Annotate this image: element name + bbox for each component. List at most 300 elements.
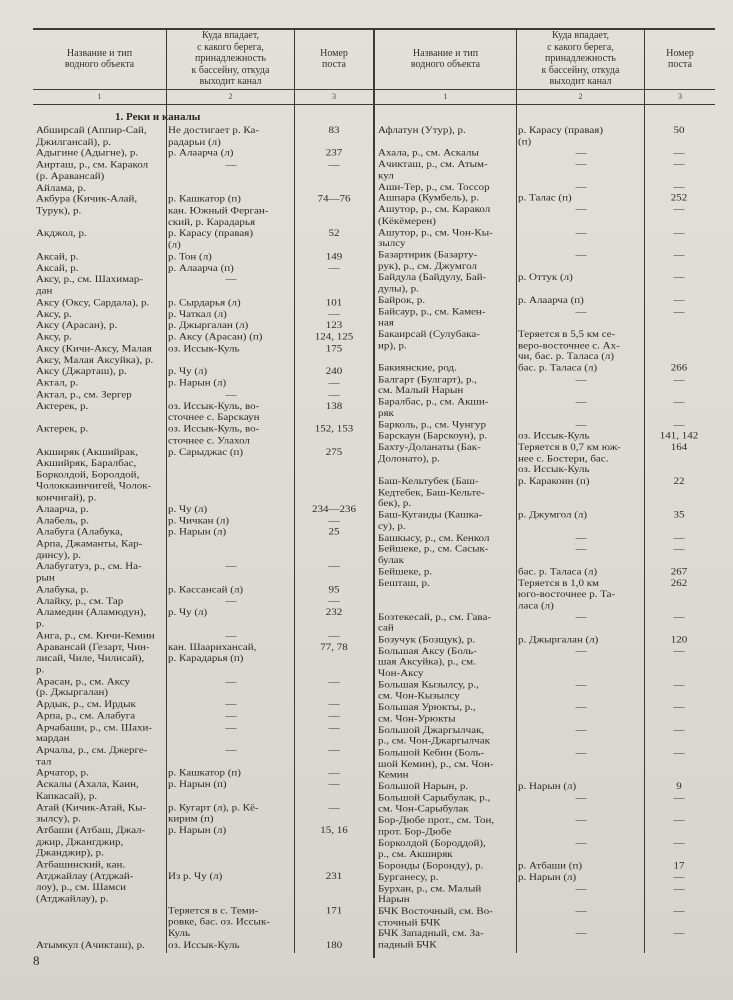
- table-row: [36, 263, 373, 274]
- table-row: [36, 642, 373, 676]
- post-number: 9: [676, 781, 682, 792]
- water-body-name: Байсаур, р., см. Камен- ная: [378, 306, 486, 329]
- post-number: —: [673, 396, 685, 408]
- mouth-description: р. Алаарча (п): [168, 262, 234, 274]
- table-row: [378, 578, 715, 612]
- post-number: —: [673, 419, 685, 431]
- water-body-name: Аскалы (Ахала, Каин, Капкасай), р.: [36, 779, 139, 802]
- water-body-name: Аши-Тер, р., см. Тоссор: [378, 181, 490, 193]
- water-body-name: Бейшеке, р.: [378, 566, 433, 578]
- table-row: [36, 194, 373, 228]
- water-body-name: Адыгине (Адыгне), р.: [36, 147, 139, 159]
- table-row: [378, 193, 715, 204]
- water-body-name: Арасан, р., см. Аксу (р. Джыргалан): [36, 675, 130, 699]
- table-row: [36, 905, 373, 939]
- mouth-description: —: [575, 532, 587, 544]
- water-body-name: Аксу (Кичи-Аксу, Малая Аксу, Малая Аксуйка), р.: [36, 343, 154, 366]
- table-row: [378, 612, 715, 634]
- water-body-name: Большой Нарын, р.: [378, 781, 469, 792]
- post-number: —: [673, 702, 685, 713]
- table-row: [36, 332, 373, 343]
- table-row: [378, 182, 715, 193]
- mouth-description: бас. р. Таласа (л): [518, 362, 598, 374]
- table-row: [378, 634, 715, 645]
- mouth-description: р. Нарын (л): [518, 781, 577, 792]
- water-body-name: Аксу, р.: [36, 331, 72, 343]
- header-post-right: Номер поста: [666, 47, 694, 70]
- water-body-name: Бахту-Долана​ты (Бак- Долонато), р.: [378, 442, 481, 465]
- water-body-name: Барколь, р., см. Чунгур: [378, 419, 486, 431]
- mouth-description: —: [225, 274, 237, 286]
- water-body-name: Байдула (Байдулу, Бай- дулы), р.: [378, 272, 487, 295]
- water-body-name: Баш-Кельтубек (Баш- Кедтебек, Баш-Кельте- бек), р.: [378, 475, 485, 510]
- col-number: 2: [228, 92, 233, 101]
- page-number: 8: [33, 953, 40, 968]
- post-number: 180: [325, 939, 343, 951]
- post-number: —: [328, 710, 340, 722]
- table-row: [36, 320, 373, 331]
- post-number: 35: [673, 509, 685, 521]
- water-body-name: Большой Джаргылчак, р., см. Чон-Джаргылчак: [378, 724, 490, 747]
- header-mouth-left: Куда впадает, с какого берега, принадлежность к бассейну, откуда выходит канал: [191, 30, 270, 88]
- table-row: [378, 397, 715, 419]
- header-post-left: Номер поста: [320, 47, 348, 70]
- table-row: [36, 447, 373, 504]
- table-row: [36, 745, 373, 768]
- table-row: [36, 401, 373, 424]
- mouth-description: —: [575, 249, 587, 261]
- table-row: [36, 768, 373, 779]
- water-body-name: Актал, р., см. Зергер: [36, 389, 132, 401]
- water-body-name: Алабуга (Алабука, Арпа, Джаманты, Кар- динсу), р.: [36, 526, 143, 561]
- water-body-name: Ашутор, р., см. Чон-Кы- зылсу: [378, 227, 493, 249]
- post-number: 101: [325, 297, 343, 308]
- mouth-description: р. Нарын (л): [518, 871, 577, 883]
- section-title: 1. Реки и каналы: [115, 111, 201, 123]
- water-body-name: Бурганесу, р.: [378, 871, 439, 883]
- table-row: [378, 725, 715, 747]
- mouth-description: оз. Иссык-Куль: [518, 430, 590, 442]
- mouth-description: р. Чу (л): [168, 503, 208, 515]
- mouth-description: р. Талас (п): [518, 193, 572, 204]
- mouth-description: оз. Иссык-Куль: [168, 939, 240, 951]
- water-body-name: Арчалы, р., см. Джерге- тал: [36, 744, 148, 767]
- table-row: [378, 159, 715, 181]
- post-number: 74—76: [317, 193, 351, 205]
- table-row: [378, 125, 715, 147]
- post-number: 17: [673, 860, 685, 872]
- table-row: [36, 722, 373, 745]
- table-row: [36, 309, 373, 320]
- table-row: [36, 802, 373, 825]
- mouth-description: —: [225, 595, 237, 607]
- mouth-description: —: [225, 721, 237, 733]
- table-row: [378, 793, 715, 815]
- mouth-description: р. Чичкан (л): [168, 515, 230, 527]
- post-number: —: [328, 389, 340, 401]
- col-number: 3: [332, 92, 336, 101]
- post-number: —: [328, 721, 340, 733]
- water-body-name: Акширяк (Акшийрак, Акшийряк, Баралбас, Борколдой, Боролдой, Чолоккаинчигей, Чолок- кончигай), р.: [36, 446, 152, 503]
- post-number: 252: [670, 193, 688, 204]
- water-body-name: Алайку, р., см. Тар: [36, 595, 124, 607]
- water-body-name: Баралбас, р., см. Акши- ряк: [378, 396, 489, 419]
- post-number: 25: [328, 526, 340, 538]
- mouth-description: Теряется в 5,5 км се- веро-восточнее с. Ах- чи, бас. р. Таласа (л): [518, 328, 620, 362]
- water-body-name: Аксай, р.: [36, 251, 79, 262]
- post-number: 123: [325, 320, 343, 332]
- mouth-description: р. Кассансай (л): [168, 584, 244, 595]
- water-body-name: Боронды (Боронду), р.: [378, 860, 484, 872]
- mouth-description: —: [225, 159, 237, 171]
- mouth-description: р. Тон (л): [168, 251, 212, 262]
- post-number: —: [328, 262, 340, 274]
- table-row: [378, 747, 715, 781]
- right-table-body: [378, 125, 715, 951]
- table-row: [36, 710, 373, 721]
- mouth-description: оз. Иссык-Куль, во- сточнее с. Барскаун: [168, 400, 260, 424]
- water-body-name: Бейшеке, р., см. Сасык- булак: [378, 543, 489, 566]
- col-number: 1: [97, 92, 102, 101]
- water-body-name: Большая Кызылсу, р., см. Чон-Кызылсу: [378, 679, 479, 702]
- table-row: [36, 630, 373, 641]
- table-row: [378, 860, 715, 871]
- mouth-description: —: [575, 815, 587, 826]
- post-number: 83: [328, 125, 340, 136]
- mouth-description: —: [575, 306, 587, 317]
- mouth-description: —: [575, 747, 587, 758]
- water-body-name: Арпа, р., см. Алабуга: [36, 710, 136, 722]
- post-number: —: [328, 595, 340, 607]
- water-body-name: БЧК Западный, см. За- падный БЧК: [378, 928, 484, 951]
- post-number: —: [673, 532, 685, 544]
- table-row: [378, 781, 715, 792]
- mouth-description: р. Атбаши (п): [518, 860, 583, 872]
- mouth-description: р. Нарын (л): [168, 825, 227, 836]
- post-number: —: [328, 779, 340, 791]
- table-row: [36, 366, 373, 377]
- mouth-description: р. Карасу (правая) (л): [168, 228, 254, 251]
- water-body-name: Байрок, р.: [378, 294, 426, 306]
- mouth-description: —: [225, 561, 237, 572]
- water-body-name: Акджол, р.: [36, 228, 87, 240]
- water-body-name: Аламедин (Аламюдун), р.: [36, 607, 147, 630]
- post-number: 234—236: [312, 503, 356, 515]
- table-row: [378, 374, 715, 396]
- mouth-description: Из р. Чу (л): [168, 870, 223, 882]
- post-number: 141, 142: [659, 430, 699, 442]
- water-body-name: Ардык, р., см. Ирдык: [36, 698, 136, 710]
- post-number: 231: [325, 870, 343, 882]
- water-body-name: Ашутор, р., см. Каракол (Кёкёмерен): [378, 204, 491, 227]
- mouth-description: р. Нарын (п): [168, 779, 227, 791]
- water-body-name: Алаарча, р.: [36, 503, 89, 515]
- water-body-name: Большой Кебин (Боль- шой Кемин), р., см. Чон- Кемин: [378, 747, 494, 781]
- post-number: —: [673, 611, 685, 623]
- post-number: —: [673, 747, 685, 758]
- mouth-description: —: [225, 389, 237, 401]
- water-body-name: Большая Аксу (Боль- шая Аксуйка), р., см. Чон-Аксу: [378, 645, 477, 679]
- table-row: [378, 204, 715, 226]
- post-number: —: [673, 792, 685, 804]
- post-number: —: [328, 744, 340, 756]
- mouth-description: р. Нарын (л): [168, 526, 227, 538]
- post-number: —: [328, 377, 340, 389]
- table-row: [378, 295, 715, 306]
- water-body-name: Арчабаши, р., см. Шахи- мардан: [36, 721, 153, 745]
- post-number: —: [673, 815, 685, 826]
- post-number: —: [328, 561, 340, 572]
- post-number: 237: [325, 147, 343, 159]
- table-row: [36, 389, 373, 400]
- mouth-description: р. Джыргалан (л): [518, 634, 599, 645]
- table-row: [36, 251, 373, 262]
- table-row: [378, 544, 715, 566]
- water-body-name: Аксу, р., см. Шахимар- дан: [36, 274, 144, 297]
- table-row: [378, 928, 715, 950]
- table-row: [378, 419, 715, 430]
- post-number: —: [328, 675, 340, 687]
- post-number: 267: [670, 566, 688, 578]
- water-body-name: Бурхан, р., см. Малый Нарын: [378, 883, 482, 906]
- post-number: 124, 125: [314, 331, 354, 343]
- mouth-description: р. Сарыджас (п): [168, 446, 244, 458]
- table-row: [378, 476, 715, 510]
- post-number: —: [673, 158, 685, 170]
- mouth-description: —: [575, 227, 587, 238]
- table-row: [378, 883, 715, 905]
- water-body-name: Бакаирсай (Сулубака- ир), р.: [378, 328, 480, 351]
- mouth-description: р. Аксу (Арасан) (п): [168, 331, 263, 343]
- mouth-description: —: [575, 419, 587, 431]
- post-number: 240: [325, 366, 343, 378]
- post-number: —: [673, 883, 685, 894]
- mouth-description: —: [225, 744, 237, 756]
- mouth-description: —: [575, 928, 587, 940]
- header-name-right: Название и тип водного объекта: [410, 47, 481, 70]
- water-body-name: Аксу, р.: [36, 308, 72, 320]
- col-number: 2: [578, 92, 583, 101]
- left-table-body: [36, 125, 373, 951]
- mouth-description: р. Чу (л): [168, 366, 208, 378]
- water-body-name: Атбаши (Атбаш, Джал- джир, Джангджир, Джанджир), р.: [36, 825, 146, 859]
- post-number: —: [328, 630, 340, 641]
- post-number: 152, 153: [314, 423, 354, 435]
- water-body-name: Абширсай (Аппир-Сай, Джилгансай), р.: [36, 125, 147, 148]
- table-row: [36, 825, 373, 859]
- post-number: 50: [673, 125, 685, 136]
- water-body-name: Балгарт (Булгарт), р., см. Малый Нарын: [378, 374, 478, 396]
- water-body-name: Барскаун (Барскоун), р.: [378, 430, 488, 442]
- post-number: —: [328, 767, 340, 779]
- water-body-name: Ашпара (Кумбель), р.: [378, 193, 480, 204]
- water-body-name: Большая Урюкты, р., см. Чон-Урюкты: [378, 702, 476, 724]
- mouth-description: оз. Иссык-Куль, во- сточнее с. Улахол: [168, 423, 260, 446]
- mouth-description: —: [225, 698, 237, 710]
- mouth-description: р. Сырдарья (л): [168, 297, 241, 308]
- post-number: 175: [325, 343, 343, 355]
- mouth-description: —: [575, 837, 587, 849]
- table-row: [378, 702, 715, 724]
- table-row: [378, 363, 715, 374]
- table-row: [36, 859, 373, 870]
- table-row: [36, 699, 373, 710]
- water-body-name: Баш-Кугаиды (Кашка- су), р.: [378, 509, 483, 532]
- water-body-name: Алабель, р.: [36, 515, 89, 527]
- water-body-name: Базартирик (Базарту- рук), р., см. Джумгол: [378, 249, 478, 272]
- post-number: —: [673, 724, 685, 736]
- water-body-name: Арчатор, р.: [36, 767, 89, 779]
- table-row: [378, 329, 715, 363]
- mouth-description: —: [575, 374, 587, 385]
- mouth-description: оз. Иссык-Куль: [168, 343, 240, 355]
- water-body-name: Айлама, р.: [36, 182, 86, 194]
- table-row: [378, 566, 715, 577]
- mouth-description: —: [575, 792, 587, 804]
- post-number: —: [328, 308, 340, 320]
- post-number: —: [328, 802, 340, 813]
- water-body-name: Алабугатуз, р., см. На- рын: [36, 561, 142, 584]
- mouth-description: —: [575, 396, 587, 408]
- water-body-name: Бозучук (Бозщук), р.: [378, 634, 476, 645]
- mouth-description: —: [575, 679, 587, 691]
- table-row: [378, 838, 715, 860]
- water-body-name: БЧК Восточный, см. Во- сточный БЧК: [378, 905, 493, 928]
- table-row: [378, 442, 715, 476]
- post-number: 262: [670, 577, 688, 589]
- post-number: 164: [670, 442, 688, 453]
- water-body-name: Алабука, р.: [36, 584, 89, 595]
- post-number: —: [673, 837, 685, 849]
- water-body-name: Афлатун (Утур), р.: [378, 125, 466, 136]
- post-number: —: [673, 905, 685, 917]
- post-number: 138: [325, 400, 343, 412]
- table-row: [36, 504, 373, 515]
- water-body-name: Атымкул (Ачикташ), р.: [36, 939, 145, 951]
- mouth-description: р. Чаткал (л): [168, 308, 227, 320]
- table-row: [36, 779, 373, 802]
- table-row: [36, 561, 373, 584]
- water-body-name: Бакиянские, род.: [378, 362, 457, 374]
- post-number: 77, 78: [320, 641, 348, 653]
- table-row: [378, 679, 715, 701]
- mouth-description: —: [225, 675, 237, 687]
- header-mouth-right: Куда впадает, с какого берега, принадлежность к бассейну, откуда выходит канал: [541, 30, 620, 88]
- post-number: —: [673, 181, 685, 193]
- post-number: —: [673, 679, 685, 691]
- table-row: [36, 228, 373, 251]
- v-rule-center: [373, 28, 375, 958]
- mouth-description: р. Нарын (л): [168, 377, 227, 389]
- water-body-name: Аирташ, р., см. Каракол (р. Аравансай): [36, 159, 149, 182]
- table-row: [378, 431, 715, 442]
- post-number: 149: [325, 251, 343, 262]
- table-row: [36, 424, 373, 447]
- post-number: 52: [328, 228, 340, 240]
- mouth-description: р. Каракоин (п): [518, 475, 590, 487]
- post-number: —: [673, 928, 685, 940]
- table-row: [378, 227, 715, 249]
- post-number: —: [673, 306, 685, 317]
- table-row: [378, 906, 715, 928]
- post-number: —: [673, 543, 685, 555]
- mouth-description: —: [575, 611, 587, 623]
- table-row: [36, 343, 373, 366]
- mouth-description: р. Кашкатор (п) кан. Южный Ферган- ский, р. Карадарья: [168, 193, 269, 228]
- water-body-name: Бешташ, р.: [378, 577, 430, 589]
- mouth-description: —: [575, 883, 587, 894]
- mouth-description: —: [575, 543, 587, 555]
- mouth-description: —: [575, 158, 587, 170]
- col-number: 3: [678, 92, 682, 101]
- table-row: [378, 510, 715, 532]
- mouth-description: Теряется в 1,0 км юго-восточнее р. Та- ласа (л): [518, 577, 616, 611]
- table-row: [378, 532, 715, 543]
- post-number: —: [328, 515, 340, 527]
- post-number: —: [673, 249, 685, 261]
- water-body-name: Атай (Кичик-Атай, Кы- зылсу), р.: [36, 802, 147, 825]
- mouth-description: бас. р. Таласа (л): [518, 566, 598, 578]
- post-number: 266: [670, 362, 688, 374]
- table-row: [36, 676, 373, 699]
- mouth-description: —: [575, 905, 587, 917]
- mouth-description: р. Чу (л): [168, 607, 208, 618]
- table-row: [36, 596, 373, 607]
- water-body-name: Аравансай (Гезарт, Чин- лисай, Чиле, Чилисай), р.: [36, 641, 150, 676]
- water-body-name: Борколдой (Бороддой), р., см. Акшиpяк: [378, 837, 486, 860]
- post-number: 120: [670, 634, 688, 645]
- mouth-description: —: [575, 181, 587, 193]
- mouth-description: р. Джыргалан (л): [168, 320, 249, 332]
- mouth-description: р. Алаарча (л): [168, 147, 234, 159]
- table-row: [36, 274, 373, 297]
- table-row: [36, 297, 373, 308]
- mouth-description: —: [225, 710, 237, 722]
- water-body-name: Актерек, р.: [36, 423, 89, 435]
- mouth-description: Теряется в с. Теми- ровке, бас. оз. Иссык- Куль: [168, 905, 270, 939]
- table-row: [378, 250, 715, 272]
- mouth-description: р. Кугарт (л), р. Кё- кирим (п): [168, 802, 259, 825]
- mouth-description: —: [575, 724, 587, 736]
- table-row: [36, 607, 373, 630]
- mouth-description: —: [575, 645, 587, 657]
- table-row: [36, 378, 373, 389]
- water-body-name: Большой Сарыбулак, р., см. Чон-Сарыбулак: [378, 792, 491, 815]
- table-row: [378, 272, 715, 294]
- table-row: [36, 148, 373, 159]
- water-body-name: Бор-Дюбе прот., см. Тон, прот. Бор-Дюбе: [378, 815, 495, 838]
- table-row: [36, 182, 373, 193]
- post-number: —: [673, 147, 685, 159]
- water-body-name: Аксай, р.: [36, 262, 79, 274]
- table-row: [36, 527, 373, 561]
- post-number: 232: [325, 607, 343, 618]
- mouth-description: р. Оттук (л): [518, 272, 573, 283]
- table-row: [36, 871, 373, 905]
- mouth-description: —: [575, 204, 587, 216]
- water-body-name: Башкысу, р., см. Кенкол: [378, 532, 490, 544]
- mouth-description: —: [575, 147, 587, 159]
- mouth-description: р. Алаарча (п): [518, 294, 584, 306]
- table-row: [378, 306, 715, 328]
- water-body-name: Ачикташ, р., см. Атым- кул: [378, 158, 488, 181]
- water-body-name: Атджайлау (Атджай- лоу), р., см. Шамси (Атджайлау), р.: [36, 870, 134, 905]
- table-row: [36, 125, 373, 148]
- post-number: —: [673, 871, 685, 883]
- water-body-name: Бозтекесай, р., см. Гава- сай: [378, 611, 492, 634]
- water-body-name: Актерек, р.: [36, 400, 89, 412]
- post-number: —: [673, 374, 685, 385]
